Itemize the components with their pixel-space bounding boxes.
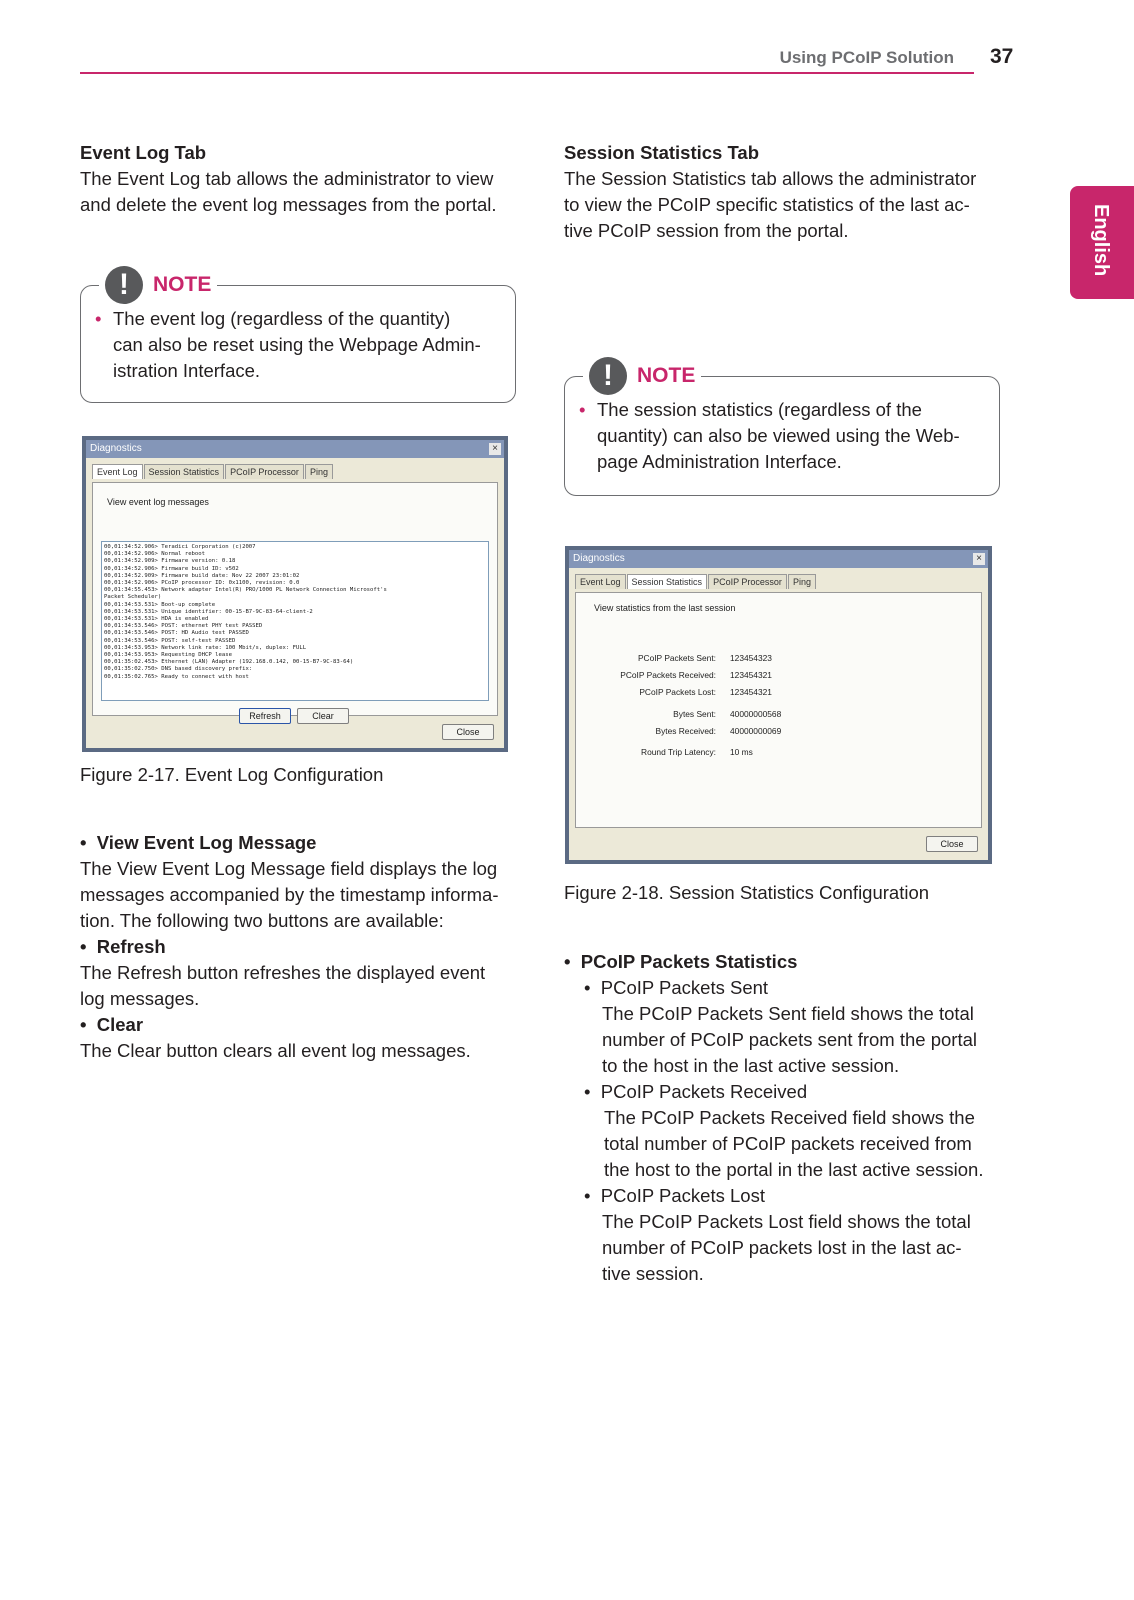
view-heading: View Event Log Message bbox=[96, 832, 317, 853]
session-text-3: tive PCoIP session from the portal. bbox=[564, 220, 849, 241]
event-log-section bbox=[80, 140, 530, 218]
tab-pcoip-processor[interactable]: PCoIP Processor bbox=[225, 464, 304, 479]
log-line: 00,01:34:52.909> Firmware build date: Nov 22 2007 23:01:02 bbox=[104, 572, 300, 579]
close-button[interactable]: Close bbox=[926, 836, 978, 852]
session-text-2: to view the PCoIP specific statistics of the last ac- bbox=[564, 194, 970, 215]
sub-text bbox=[584, 1001, 1014, 1079]
tab-strip bbox=[92, 464, 334, 479]
bullet-icon: • bbox=[584, 977, 601, 998]
clear-button[interactable]: Clear bbox=[297, 708, 349, 724]
log-line: 00,01:34:53.531> HDA is enabled bbox=[104, 616, 209, 623]
log-line: 00,01:35:02.453> Ethernet (LAN) Adapter (192.168.0.142, 00-15-B7-9C-83-64) bbox=[104, 659, 354, 666]
stat-label: Round Trip Latency: bbox=[641, 747, 716, 757]
header-rule bbox=[80, 72, 974, 74]
view-heading-row bbox=[80, 830, 540, 856]
log-line: 00,01:34:52.906> Normal reboot bbox=[104, 551, 206, 558]
stat-value: 123454321 bbox=[730, 687, 772, 697]
close-icon[interactable]: × bbox=[973, 553, 985, 565]
note-line-1: The event log (regardless of the quantity) bbox=[113, 308, 451, 329]
session-statistics-section bbox=[564, 140, 1014, 244]
panel-prompt: View statistics from the last session bbox=[594, 603, 736, 613]
sub-title: PCoIP Packets Lost bbox=[600, 1185, 765, 1206]
window-titlebar bbox=[569, 550, 988, 568]
bullet-icon: • bbox=[95, 308, 102, 329]
stat-label: Bytes Received: bbox=[655, 726, 716, 736]
note-body bbox=[579, 397, 985, 475]
packets-heading: PCoIP Packets Statistics bbox=[580, 951, 798, 972]
note-line-1: The session statistics (regardless of the bbox=[597, 399, 922, 420]
window-title: Diagnostics bbox=[90, 443, 142, 454]
note-line-2: quantity) can also be viewed using the Web- bbox=[597, 425, 960, 446]
sub-title-row bbox=[584, 1183, 1014, 1209]
window-titlebar bbox=[86, 440, 504, 458]
note-line-3: page Administration Interface. bbox=[597, 451, 842, 472]
bullet-icon: • bbox=[584, 1081, 601, 1102]
stat-label: PCoIP Packets Lost: bbox=[639, 687, 716, 697]
sub-text-line: number of PCoIP packets sent from the portal bbox=[602, 1029, 977, 1050]
stat-value: 40000000069 bbox=[730, 726, 782, 736]
stat-value: 10 ms bbox=[730, 747, 753, 757]
view-text-2: messages accompanied by the timestamp informa- bbox=[80, 884, 499, 905]
window-title: Diagnostics bbox=[573, 553, 625, 564]
close-icon[interactable]: × bbox=[489, 443, 501, 455]
clear-heading-row bbox=[80, 1012, 540, 1038]
bullet-icon: • bbox=[564, 951, 581, 972]
language-tab bbox=[1070, 186, 1134, 299]
note-box-session bbox=[564, 359, 1000, 496]
bullet-icon: • bbox=[584, 1185, 601, 1206]
stat-value: 123454321 bbox=[730, 670, 772, 680]
sub-title: PCoIP Packets Received bbox=[600, 1081, 808, 1102]
tab-strip bbox=[575, 574, 817, 589]
sub-text-line: The PCoIP Packets Received field shows the bbox=[604, 1107, 975, 1128]
event-log-text-2: and delete the event log messages from the portal. bbox=[80, 194, 497, 215]
log-line: 00,01:34:53.546> POST: ethernet PHY test PASSED bbox=[104, 623, 263, 630]
log-line: 00,01:34:55.453> Network adapter Intel(R) PRO/1000 PL Network Connection Microsoft's bbox=[104, 587, 387, 594]
stat-label: Bytes Sent: bbox=[673, 709, 716, 719]
bullet-icon: • bbox=[80, 832, 97, 853]
stat-label: PCoIP Packets Sent: bbox=[637, 653, 716, 663]
log-line: 00,01:34:52.906> Firmware build ID: v502 bbox=[104, 565, 239, 572]
refresh-heading-row bbox=[80, 934, 540, 960]
refresh-button[interactable]: Refresh bbox=[239, 708, 291, 724]
note-header bbox=[99, 266, 217, 304]
log-line: 00,01:34:52.906> Teradici Corporation (c)2007 bbox=[104, 544, 256, 550]
sub-text-line: the host to the portal in the last active session. bbox=[604, 1159, 984, 1180]
sub-item-lost bbox=[564, 1183, 1014, 1287]
event-log-list[interactable] bbox=[101, 541, 489, 701]
packets-heading-row bbox=[564, 949, 1014, 975]
log-line: 00,01:34:53.546> POST: HD Audio test PASSED bbox=[104, 630, 249, 637]
note-header bbox=[583, 357, 701, 395]
sub-text-line: number of PCoIP packets lost in the last ac- bbox=[602, 1237, 962, 1258]
log-line: 00,01:34:52.906> PCoIP processor ID: 0x1100, revision: 0.0 bbox=[104, 580, 300, 587]
note-line-2: can also be reset using the Webpage Admin- bbox=[113, 334, 481, 355]
sub-item-received bbox=[564, 1079, 1014, 1183]
event-log-screenshot bbox=[82, 436, 508, 752]
tab-panel bbox=[575, 592, 982, 828]
sub-text-line: tive session. bbox=[602, 1263, 704, 1284]
exclamation-icon: ! bbox=[105, 266, 143, 304]
note-label: NOTE bbox=[153, 273, 212, 296]
log-line: 00,01:34:53.531> Boot-up complete bbox=[104, 601, 216, 608]
tab-ping[interactable]: Ping bbox=[305, 464, 333, 479]
session-heading: Session Statistics Tab bbox=[564, 142, 759, 163]
sub-text-line: total number of PCoIP packets received from bbox=[604, 1133, 972, 1154]
sub-text bbox=[584, 1105, 1014, 1183]
tab-pcoip-processor[interactable]: PCoIP Processor bbox=[708, 574, 787, 589]
note-item bbox=[95, 306, 501, 384]
event-log-heading: Event Log Tab bbox=[80, 142, 207, 163]
tab-event-log[interactable]: Event Log bbox=[575, 574, 626, 589]
log-line: 00,01:34:53.531> Unique identifier: 00-15-B7-9C-83-64-client-2 bbox=[104, 608, 313, 615]
refresh-text-2: log messages. bbox=[80, 988, 200, 1009]
panel-prompt: View event log messages bbox=[107, 497, 209, 507]
log-line: Packet Scheduler) bbox=[104, 594, 162, 601]
note-item bbox=[579, 397, 985, 475]
tab-session-statistics[interactable]: Session Statistics bbox=[627, 574, 708, 589]
tab-panel bbox=[92, 482, 498, 721]
window-body bbox=[569, 568, 988, 860]
stat-value: 40000000568 bbox=[730, 709, 782, 719]
tab-ping[interactable]: Ping bbox=[788, 574, 816, 589]
refresh-text-1: The Refresh button refreshes the displayed event bbox=[80, 962, 486, 983]
figure-caption-session: Figure 2-18. Session Statistics Configuration bbox=[564, 882, 930, 903]
clear-text: The Clear button clears all event log messages. bbox=[80, 1040, 471, 1061]
bullet-icon: • bbox=[80, 1014, 97, 1035]
sub-title-row bbox=[584, 1079, 1014, 1105]
log-line: 00,01:34:52.909> Firmware version: 0.18 bbox=[104, 558, 236, 565]
sub-title: PCoIP Packets Sent bbox=[600, 977, 769, 998]
stat-label: PCoIP Packets Received: bbox=[620, 670, 716, 680]
session-statistics-screenshot bbox=[565, 546, 992, 864]
sub-text-line: The PCoIP Packets Lost field shows the total bbox=[602, 1211, 971, 1232]
window-body bbox=[86, 458, 504, 748]
event-log-text-1: The Event Log tab allows the administrator to view bbox=[80, 168, 494, 189]
bullet-icon: • bbox=[80, 936, 97, 957]
exclamation-icon: ! bbox=[589, 357, 627, 395]
sub-text-line: to the host in the last active session. bbox=[602, 1055, 900, 1076]
sub-text bbox=[584, 1209, 1014, 1287]
note-line-3: istration Interface. bbox=[113, 360, 261, 381]
page-number: 37 bbox=[990, 45, 1014, 68]
refresh-heading: Refresh bbox=[96, 936, 166, 957]
session-text-1: The Session Statistics tab allows the administrator bbox=[564, 168, 977, 189]
bullet-icon: • bbox=[579, 399, 586, 420]
tab-session-statistics[interactable]: Session Statistics bbox=[144, 464, 225, 479]
sub-text-line: The PCoIP Packets Sent field shows the total bbox=[602, 1003, 974, 1024]
note-label: NOTE bbox=[637, 364, 696, 387]
pcoip-packets-section bbox=[564, 949, 1014, 1287]
close-button[interactable]: Close bbox=[442, 724, 494, 740]
log-line: 00,01:34:53.953> Requesting DHCP lease bbox=[104, 652, 232, 659]
view-event-log-section bbox=[80, 830, 540, 1064]
tab-event-log[interactable]: Event Log bbox=[92, 464, 143, 479]
clear-heading: Clear bbox=[96, 1014, 144, 1035]
stat-value: 123454323 bbox=[730, 653, 772, 663]
view-text-1: The View Event Log Message field displays the log bbox=[80, 858, 498, 879]
sub-item-sent bbox=[564, 975, 1014, 1079]
language-tab-label: English bbox=[1090, 204, 1112, 277]
running-header-title: Using PCoIP Solution bbox=[779, 48, 954, 67]
sub-title-row bbox=[584, 975, 1014, 1001]
note-box-event-log bbox=[80, 268, 516, 403]
note-body bbox=[95, 306, 501, 384]
log-line: 00,01:35:02.765> Ready to connect with host bbox=[104, 673, 249, 680]
figure-caption-event-log: Figure 2-17. Event Log Configuration bbox=[80, 764, 384, 785]
view-text-3: tion. The following two buttons are available: bbox=[80, 910, 444, 931]
log-line: 00,01:35:02.750> DNS based discovery prefix: bbox=[104, 666, 253, 673]
log-line: 00,01:34:53.953> Network link rate: 100 Mbit/s, duplex: FULL bbox=[104, 644, 307, 651]
log-line: 00,01:34:53.546> POST: self-test PASSED bbox=[104, 637, 236, 644]
